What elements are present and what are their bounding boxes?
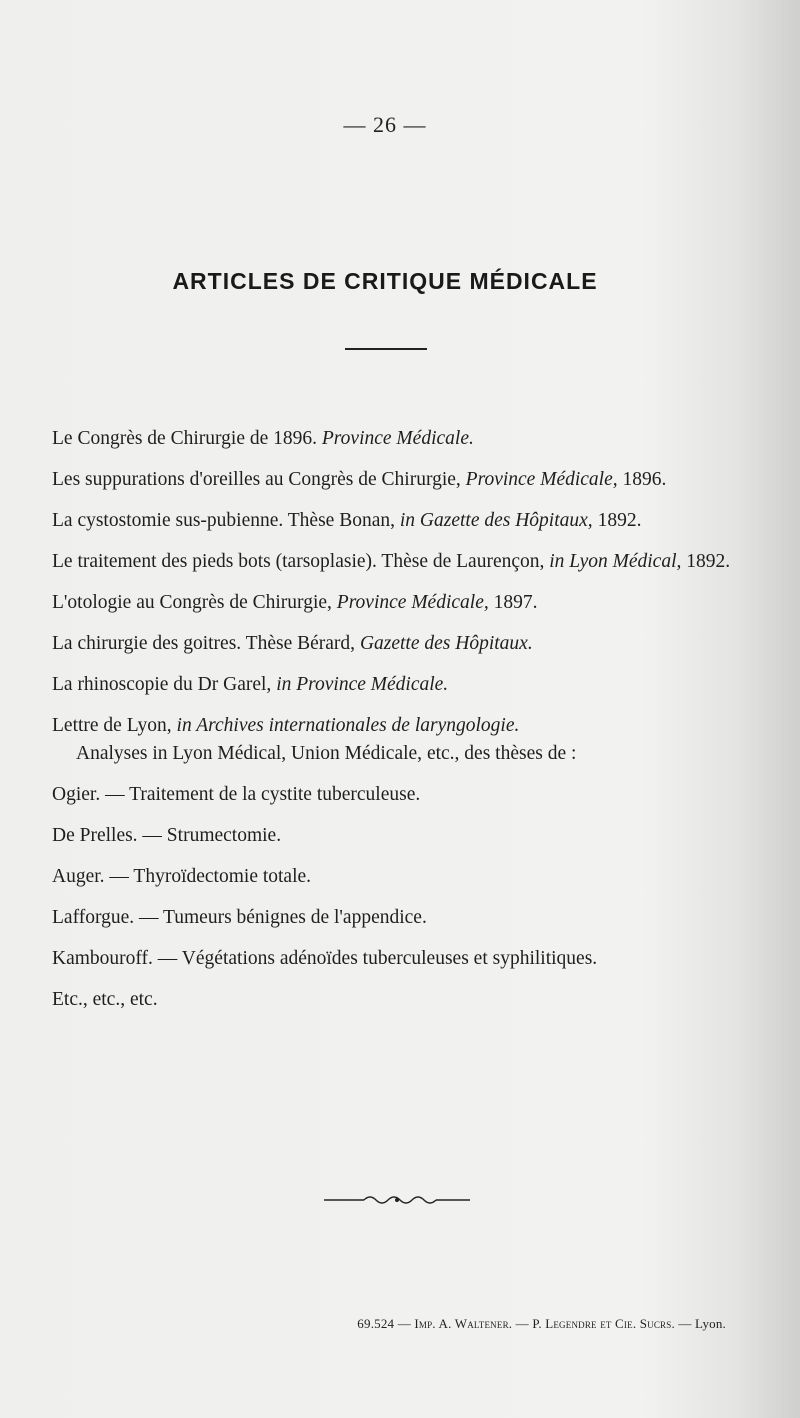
thesis-entry: Etc., etc., etc. — [52, 989, 158, 1010]
thesis-entry: Lafforgue. — Tumeurs bénignes de l'appendice. — [52, 907, 427, 928]
thesis-entry: Ogier. — Traitement de la cystite tuberculeuse. — [52, 784, 421, 805]
page-title: ARTICLES DE CRITIQUE MÉDICALE — [172, 268, 598, 294]
article-entry: Les suppurations d'oreilles au Congrès de Chirurgie, Province Médicale, 1896. — [52, 469, 667, 490]
printer-imprint: 69.524 — Imp. A. Waltener. — P. Legendre et Cie. Sucrs. — Lyon. — [357, 1316, 726, 1331]
thesis-entry: De Prelles. — Strumectomie. — [52, 825, 282, 846]
analyses-line: Analyses in Lyon Médical, Union Médicale, etc., des thèses de : — [76, 743, 577, 764]
article-entry: Le traitement des pieds bots (tarsoplasie). Thèse de Laurençon, in Lyon Médical, 1892. — [52, 551, 731, 572]
article-entry: La cystostomie sus-pubienne. Thèse Bonan, in Gazette des Hôpitaux, 1892. — [52, 510, 642, 531]
article-entry: Lettre de Lyon, in Archives internationales de laryngologie. — [52, 715, 520, 736]
article-entry: La rhinoscopie du Dr Garel, in Province Médicale. — [52, 674, 449, 695]
title-rule — [345, 348, 427, 350]
thesis-entry: Auger. — Thyroïdectomie totale. — [52, 866, 312, 887]
thesis-entry: Kambouroff. — Végétations adénoïdes tuberculeuses et syphilitiques. — [52, 948, 598, 969]
article-entry: L'otologie au Congrès de Chirurgie, Province Médicale, 1897. — [52, 592, 538, 613]
decorative-ornament — [324, 1192, 470, 1208]
page-number: — 26 — — [343, 112, 427, 137]
article-list — [52, 425, 734, 1027]
article-entry: Le Congrès de Chirurgie de 1896. Province Médicale. — [52, 428, 474, 449]
article-entry: La chirurgie des goitres. Thèse Bérard, Gazette des Hôpitaux. — [52, 633, 533, 654]
